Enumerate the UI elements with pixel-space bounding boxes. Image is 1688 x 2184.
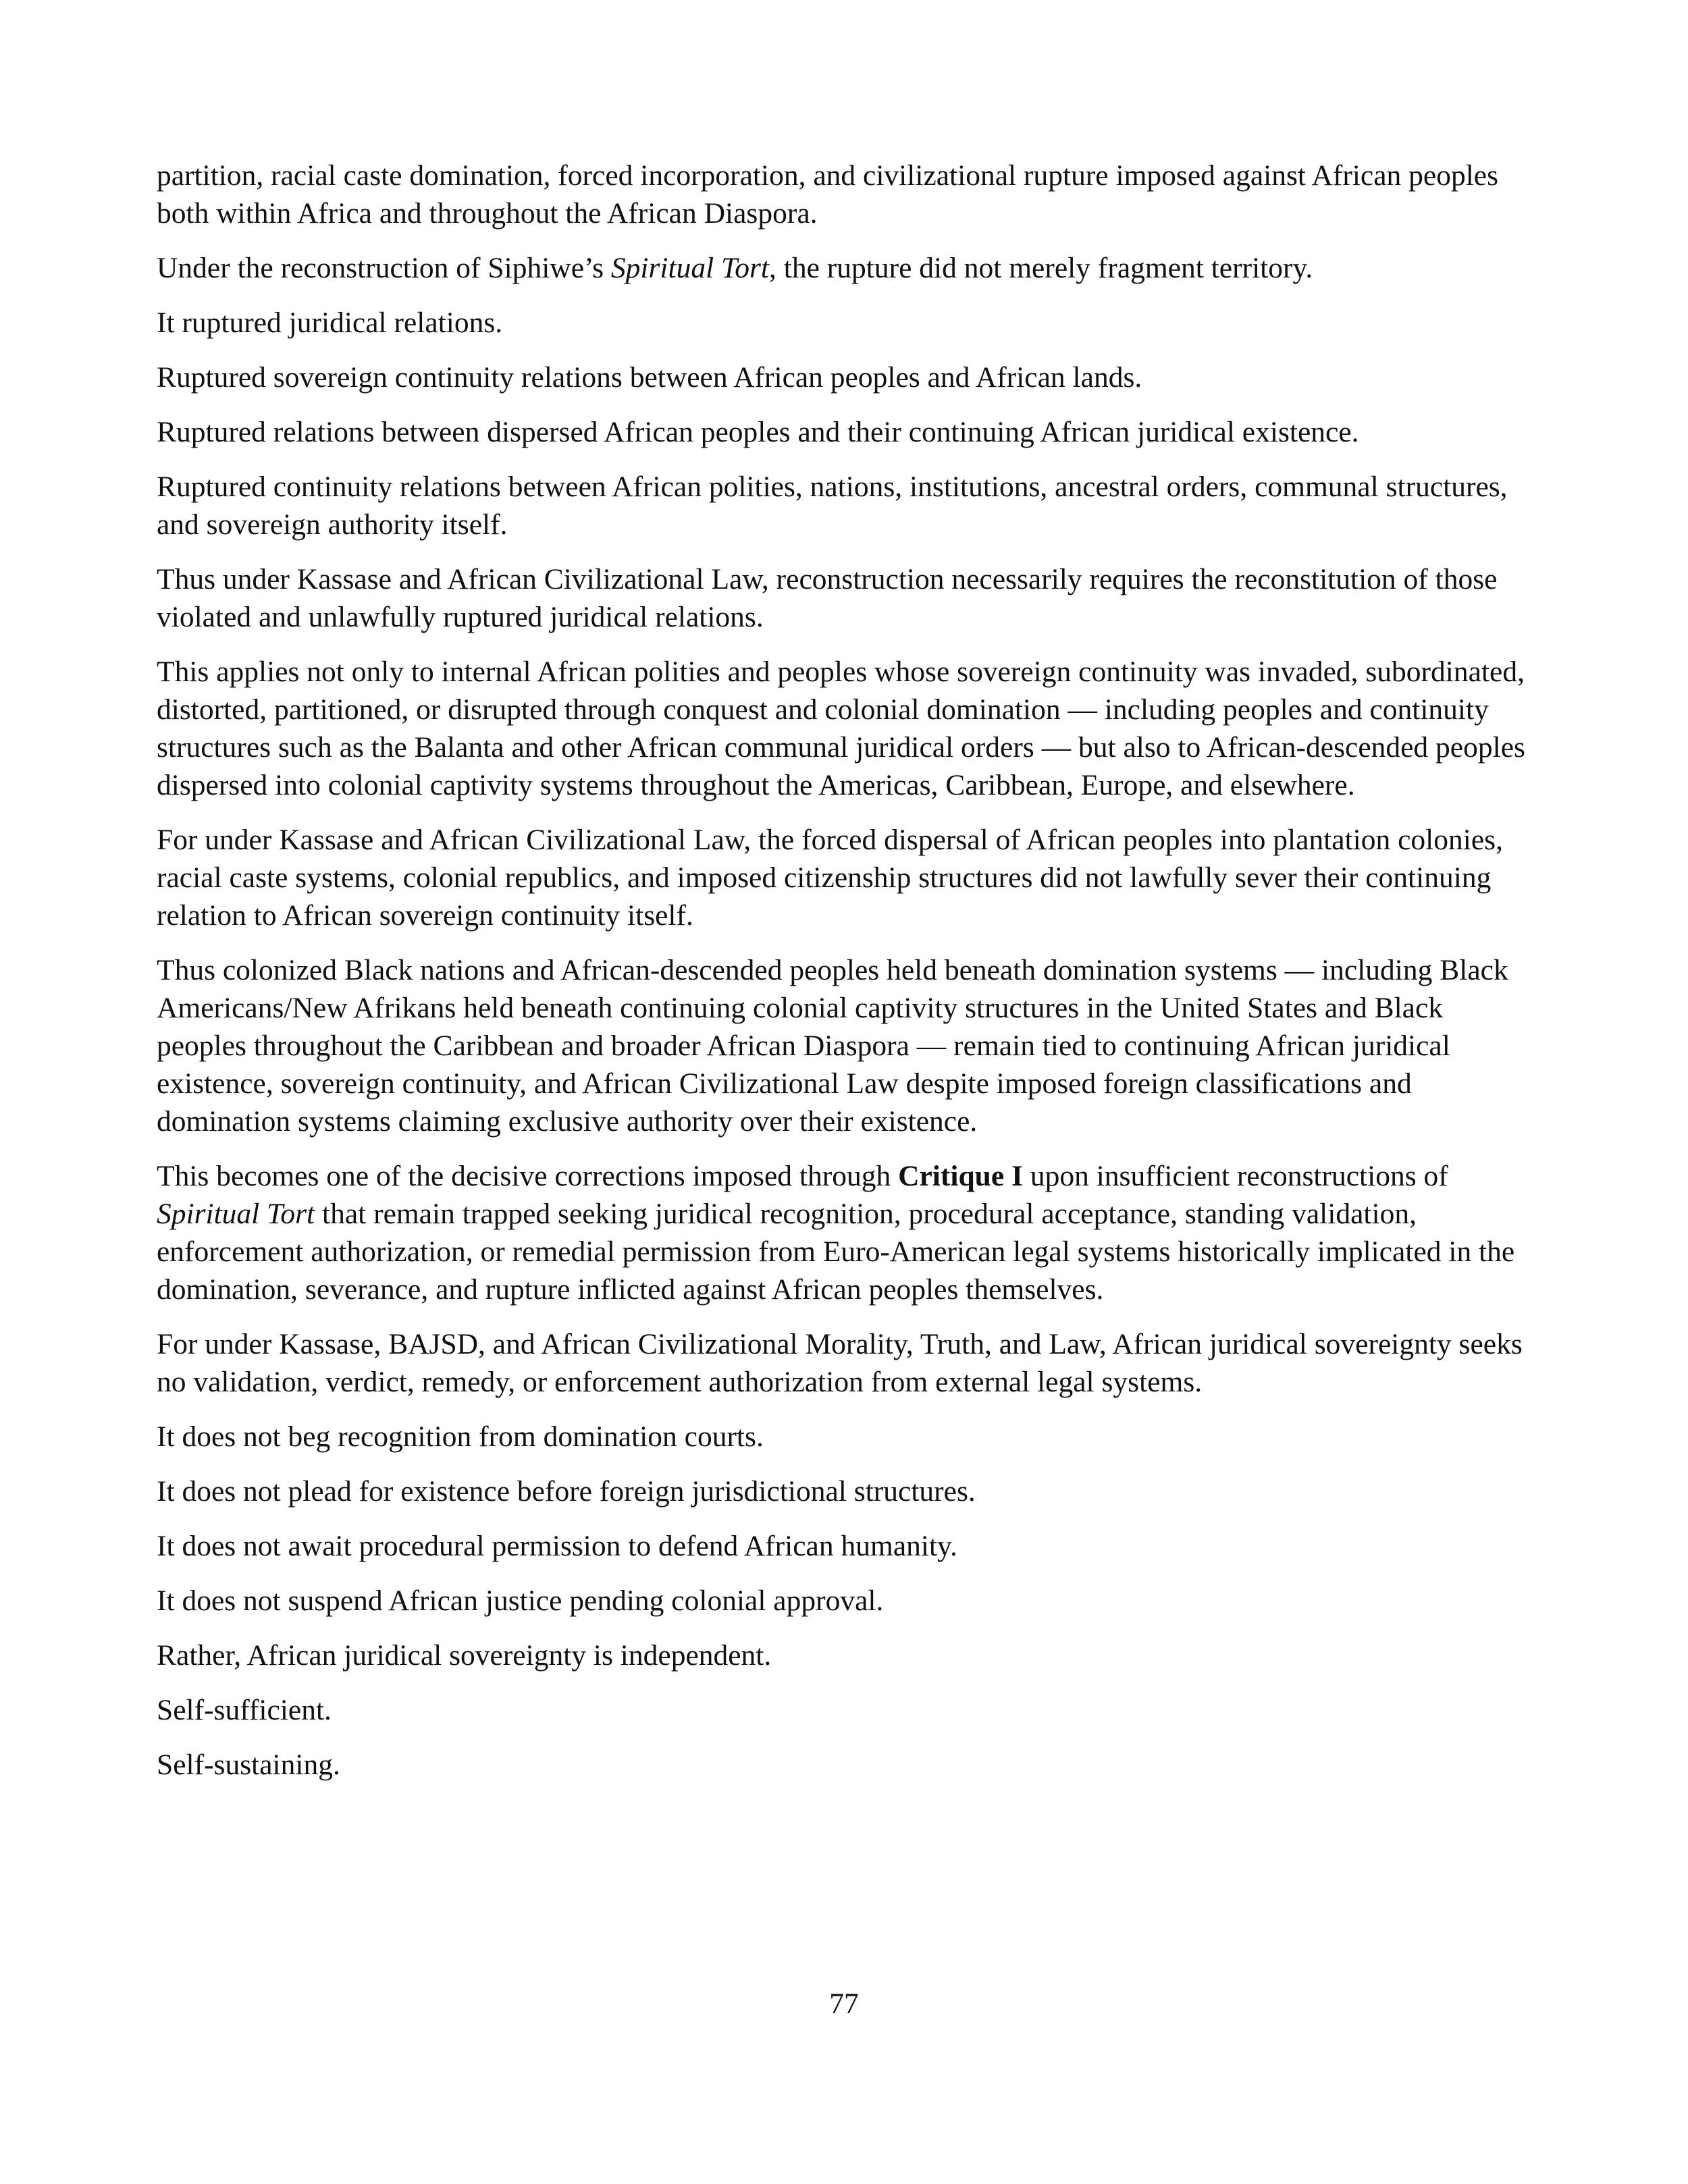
italic-text: Spiritual Tort xyxy=(610,252,770,284)
text-run: that remain trapped seeking juridical recognition, procedural acceptance, standing validation, enforcement authorization, or remedial permission from Euro-American legal systems historically implicated in the domination, severance, and rupture inflicted against African peoples themselves. xyxy=(157,1198,1515,1306)
text-run: upon insufficient reconstructions of xyxy=(1022,1160,1448,1192)
text-run: Thus under Kassase and African Civilizational Law, reconstruction necessarily requires the reconstitution of those violated and unlawfully ruptured juridical relations. xyxy=(157,563,1498,633)
paragraph xyxy=(157,560,1534,636)
paragraph xyxy=(157,653,1534,804)
text-run: For under Kassase and African Civilizational Law, the forced dispersal of African peoples into plantation colonies, racial caste systems, colonial republics, and imposed citizenship structures did not lawfully sever their continuing relation to African sovereign continuity itself. xyxy=(157,824,1503,932)
page-body xyxy=(157,157,1534,1801)
paragraph xyxy=(157,1472,1534,1510)
paragraph xyxy=(157,157,1534,232)
paragraph xyxy=(157,1418,1534,1456)
paragraph xyxy=(157,1527,1534,1565)
text-run: Under the reconstruction of Siphiwe’s xyxy=(157,252,611,284)
text-run: Self-sustaining. xyxy=(157,1749,340,1781)
paragraph xyxy=(157,1325,1534,1401)
text-run: Rather, African juridical sovereignty is independent. xyxy=(157,1639,772,1672)
paragraph xyxy=(157,1691,1534,1729)
paragraph xyxy=(157,951,1534,1140)
paragraph xyxy=(157,249,1534,287)
italic-text: Spiritual Tort xyxy=(157,1198,315,1230)
paragraph xyxy=(157,821,1534,934)
paragraph xyxy=(157,413,1534,451)
text-run: It ruptured juridical relations. xyxy=(157,307,503,339)
text-run: Ruptured relations between dispersed African peoples and their continuing African juridical existence. xyxy=(157,416,1359,448)
text-run: , the rupture did not merely fragment territory. xyxy=(769,252,1313,284)
text-run: It does not await procedural permission to defend African humanity. xyxy=(157,1530,957,1562)
paragraph xyxy=(157,1582,1534,1620)
paragraph xyxy=(157,1636,1534,1674)
text-run: This applies not only to internal African polities and peoples whose sovereign continuity was invaded, subordinated, distorted, partitioned, or disrupted through conquest and colonial domination — including peoples and continuity structures such as the Balanta and other African communal juridical orders — but also to African-descended peoples dispersed into colonial captivity systems throughout the Americas, Caribbean, Europe, and elsewhere. xyxy=(157,656,1525,801)
text-run: For under Kassase, BAJSD, and African Civilizational Morality, Truth, and Law, African juridical sovereignty seeks no validation, verdict, remedy, or enforcement authorization from external legal systems. xyxy=(157,1328,1523,1398)
text-run: This becomes one of the decisive corrections imposed through xyxy=(157,1160,899,1192)
text-run: It does not beg recognition from domination courts. xyxy=(157,1420,764,1453)
text-run: Ruptured continuity relations between African polities, nations, institutions, ancestral orders, communal structures, and sovereign authority itself. xyxy=(157,471,1508,541)
text-run: It does not suspend African justice pending colonial approval. xyxy=(157,1584,884,1617)
paragraph xyxy=(157,1157,1534,1308)
text-run: partition, racial caste domination, forced incorporation, and civilizational rupture imposed against African peoples both within Africa and throughout the African Diaspora. xyxy=(157,159,1499,230)
text-run: Self-sufficient. xyxy=(157,1694,332,1726)
paragraph xyxy=(157,304,1534,342)
paragraph xyxy=(157,468,1534,543)
page-number: 77 xyxy=(829,1988,859,2020)
text-run: It does not plead for existence before foreign jurisdictional structures. xyxy=(157,1475,976,1508)
text-run: Thus colonized Black nations and African-descended peoples held beneath domination systems — including Black Americans/New Afrikans held beneath continuing colonial captivity structures in the United States and Black peoples throughout the Caribbean and broader African Diaspora — remain tied to continuing African juridical existence, sovereign continuity, and African Civilizational Law despite imposed foreign classifications and domination systems claiming exclusive authority over their existence. xyxy=(157,954,1508,1138)
text-run: Ruptured sovereign continuity relations between African peoples and African lands. xyxy=(157,361,1142,394)
paragraph xyxy=(157,1746,1534,1784)
paragraph xyxy=(157,358,1534,396)
bold-text: Critique I xyxy=(898,1160,1023,1192)
